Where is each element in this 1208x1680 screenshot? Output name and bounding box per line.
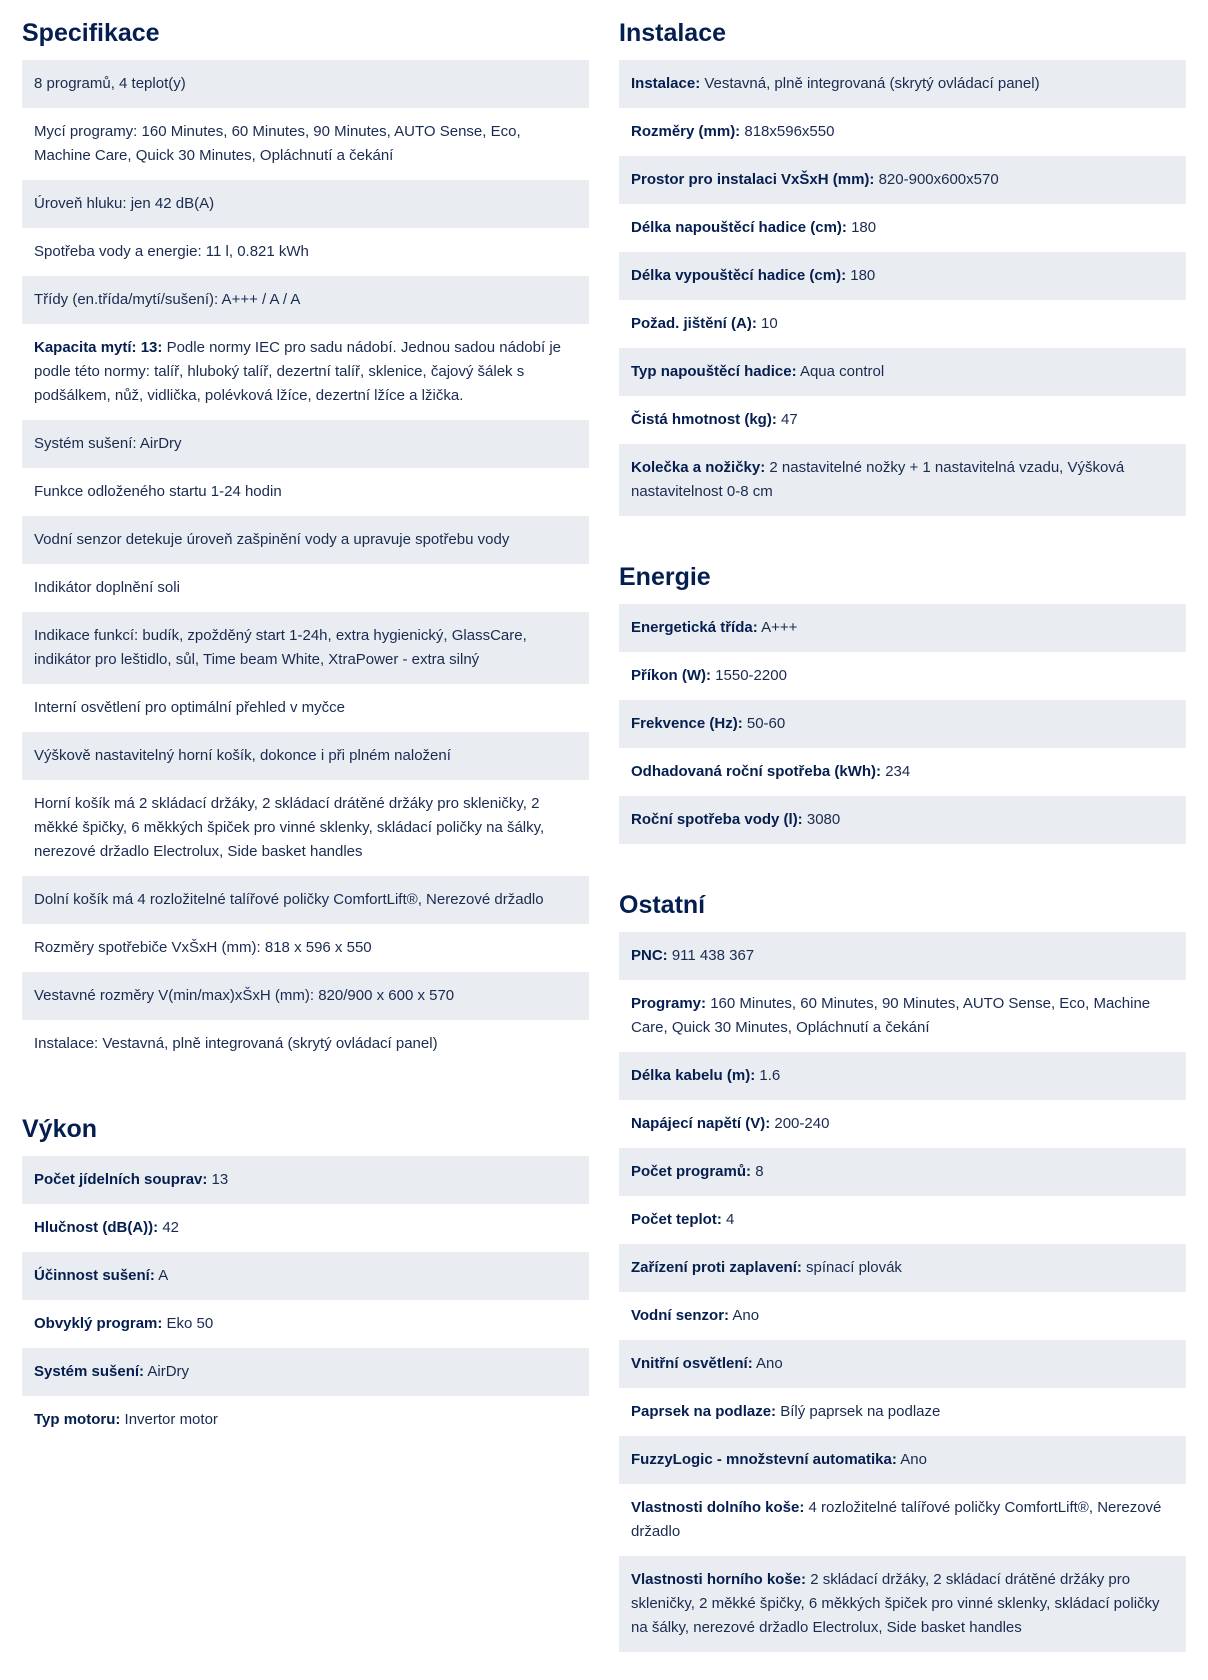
section-instalace	[619, 0, 1186, 516]
spec-label: Energetická třída:	[631, 619, 758, 636]
spec-label: PNC:	[631, 947, 668, 964]
section-vykon	[22, 1096, 589, 1444]
spec-list	[22, 1156, 589, 1444]
spec-row	[619, 652, 1186, 700]
spec-label: FuzzyLogic - množstevní automatika:	[631, 1451, 897, 1468]
spec-row	[22, 60, 589, 108]
spec-label: Délka vypouštěcí hadice (cm):	[631, 267, 847, 284]
spec-row	[619, 1484, 1186, 1556]
spec-row	[619, 748, 1186, 796]
spec-label: Vlastnosti horního koše:	[631, 1571, 807, 1588]
spec-value: 42	[162, 1219, 179, 1236]
spec-value: 3080	[806, 811, 841, 828]
spec-value: 47	[781, 411, 798, 428]
section-title: Ostatní	[619, 891, 706, 919]
section-title: Energie	[619, 563, 711, 591]
section-specifikace	[22, 0, 589, 1068]
spec-row	[619, 60, 1186, 108]
spec-row	[22, 108, 589, 180]
spec-row	[619, 204, 1186, 252]
spec-row	[619, 1052, 1186, 1100]
spec-label: Rozměry (mm):	[631, 123, 741, 140]
spec-text: Třídy (en.třída/mytí/sušení): A+++ / A / A	[34, 291, 301, 308]
spec-text: Vodní senzor detekuje úroveň zašpinění vody a upravuje spotřebu vody	[34, 531, 510, 548]
spec-label: Typ napouštěcí hadice:	[631, 363, 797, 380]
spec-text: Indikátor doplnění soli	[34, 579, 180, 596]
spec-label: Čistá hmotnost (kg):	[631, 411, 777, 428]
spec-row	[22, 420, 589, 468]
spec-label: Počet teplot:	[631, 1211, 722, 1228]
spec-text: Mycí programy: 160 Minutes, 60 Minutes, 90 Minutes, AUTO Sense, Eco, Machine Care, Quick 30 Minutes, Opláchnutí a čekání	[34, 123, 521, 164]
spec-row	[619, 348, 1186, 396]
spec-text: Spotřeba vody a energie: 11 l, 0.821 kWh	[34, 243, 309, 260]
spec-row	[22, 1156, 589, 1204]
spec-label: Počet jídelních souprav:	[34, 1171, 208, 1188]
spec-label: Instalace:	[631, 75, 701, 92]
section-energie	[619, 544, 1186, 844]
spec-label: Příkon (W):	[631, 667, 711, 684]
spec-row	[22, 1204, 589, 1252]
spec-label: Délka kabelu (m):	[631, 1067, 756, 1084]
spec-value: 180	[851, 219, 877, 236]
spec-label: Požad. jištění (A):	[631, 315, 757, 332]
spec-value: Podle normy IEC pro sadu nádobí. Jednou sadou nádobí je podle této normy: talíř, hluboký talíř, dezertní talíř, sklenice, čajový šálek s podšálkem, nůž, vidlička, polévková lžíce, dezertní lžíce a lžička.	[34, 339, 562, 404]
spec-value: 160 Minutes, 60 Minutes, 90 Minutes, AUTO Sense, Eco, Machine Care, Quick 30 Minutes, Opláchnutí a čekání	[631, 995, 1151, 1036]
spec-row	[619, 604, 1186, 652]
spec-label: Zařízení proti zaplavení:	[631, 1259, 802, 1276]
right-column	[619, 0, 1186, 1680]
spec-label: Systém sušení:	[34, 1363, 145, 1380]
spec-row	[22, 468, 589, 516]
spec-label: Kapacita mytí: 13:	[34, 339, 163, 356]
spec-value: 820-900x600x570	[878, 171, 999, 188]
spec-text: Interní osvětlení pro optimální přehled v myčce	[34, 699, 345, 716]
spec-value: 13	[211, 1171, 229, 1188]
spec-value: Aqua control	[799, 363, 885, 380]
spec-row	[619, 156, 1186, 204]
spec-text: Indikace funkcí: budík, zpožděný start 1-24h, extra hygienický, GlassCare, indikátor pro leštidlo, sůl, Time beam White, XtraPower - extra silný	[34, 627, 527, 668]
spec-value: 2 nastavitelné nožky + 1 nastavitelná vzadu, Výšková nastavitelnost 0-8 cm	[631, 459, 1125, 500]
spec-row	[619, 700, 1186, 748]
spec-label: Frekvence (Hz):	[631, 715, 743, 732]
spec-label: Paprsek na podlaze:	[631, 1403, 777, 1420]
spec-row	[22, 612, 589, 684]
spec-text: Rozměry spotřebiče VxŠxH (mm): 818 x 596 x 550	[34, 939, 372, 956]
spec-value: Ano	[732, 1307, 760, 1324]
spec-value: 911 438 367	[671, 947, 755, 964]
spec-row	[22, 924, 589, 972]
spec-row	[619, 1148, 1186, 1196]
spec-row	[619, 1436, 1186, 1484]
spec-row	[22, 180, 589, 228]
spec-text: Horní košík má 2 skládací držáky, 2 skládací drátěné držáky pro skleničky, 2 měkké špičky, 6 měkkých špiček pro vinné sklenky, skládací poličky na šálky, nerezové držadlo Electrolux, Side basket handles	[34, 795, 545, 860]
section-title: Specifikace	[22, 19, 160, 47]
spec-text: Funkce odloženého startu 1-24 hodin	[34, 483, 282, 500]
spec-row	[22, 228, 589, 276]
spec-value: spínací plovák	[806, 1259, 902, 1276]
spec-value: Bílý paprsek na podlaze	[780, 1403, 941, 1420]
spec-label: Hlučnost (dB(A)):	[34, 1219, 159, 1236]
spec-label: Počet programů:	[631, 1163, 752, 1180]
spec-row	[22, 1020, 589, 1068]
spec-list	[619, 60, 1186, 516]
spec-row	[619, 300, 1186, 348]
spec-text: Úroveň hluku: jen 42 dB(A)	[34, 195, 215, 212]
spec-value: 4 rozložitelné talířové poličky ComfortLift®, Nerezové držadlo	[631, 1499, 1162, 1540]
spec-value: Eko 50	[166, 1315, 214, 1332]
spec-row	[619, 1100, 1186, 1148]
spec-row	[22, 1348, 589, 1396]
spec-value: Vestavná, plně integrovaná (skrytý ovládací panel)	[704, 75, 1040, 92]
spec-row	[619, 444, 1186, 516]
spec-row	[22, 1252, 589, 1300]
spec-value: Ano	[756, 1355, 783, 1372]
spec-label: Obvyklý program:	[34, 1315, 163, 1332]
spec-row	[619, 796, 1186, 844]
spec-row	[22, 276, 589, 324]
spec-row	[619, 1196, 1186, 1244]
spec-row	[22, 972, 589, 1020]
spec-list	[619, 604, 1186, 844]
spec-row	[619, 1244, 1186, 1292]
spec-row	[22, 732, 589, 780]
spec-row	[619, 1340, 1186, 1388]
spec-label: Délka napouštěcí hadice (cm):	[631, 219, 847, 236]
spec-row	[619, 252, 1186, 300]
spec-row	[619, 1388, 1186, 1436]
spec-value: 50-60	[746, 715, 786, 732]
spec-row	[619, 1292, 1186, 1340]
spec-value: Invertor motor	[124, 1411, 218, 1428]
spec-row	[22, 780, 589, 876]
spec-label: Vlastnosti dolního koše:	[631, 1499, 805, 1516]
spec-list	[619, 932, 1186, 1652]
spec-value: 2 skládací držáky, 2 skládací drátěné držáky pro skleničky, 2 měkké špičky, 6 měkkých špiček pro vinné sklenky, skládací poličky na šálky, nerezové držadlo Electrolux, Side basket handles	[631, 1571, 1160, 1636]
spec-value: 200-240	[774, 1115, 830, 1132]
spec-label: Prostor pro instalaci VxŠxH (mm):	[631, 171, 875, 188]
spec-row	[619, 1556, 1186, 1652]
spec-row	[22, 516, 589, 564]
spec-text: 8 programů, 4 teplot(y)	[34, 75, 186, 92]
spec-value: 8	[755, 1163, 764, 1180]
spec-label: Napájecí napětí (V):	[631, 1115, 771, 1132]
spec-value: A+++	[761, 619, 798, 636]
spec-value: Ano	[900, 1451, 927, 1468]
spec-label: Vnitřní osvětlení:	[631, 1355, 753, 1372]
spec-value: 818x596x550	[744, 123, 835, 140]
spec-row	[22, 564, 589, 612]
spec-text: Instalace: Vestavná, plně integrovaná (skrytý ovládací panel)	[34, 1035, 438, 1052]
spec-list	[22, 60, 589, 1068]
left-column	[22, 0, 589, 1472]
spec-text: Systém sušení: AirDry	[34, 435, 182, 452]
spec-text: Výškově nastavitelný horní košík, dokonce i při plném naložení	[34, 747, 451, 764]
spec-value: 1.6	[759, 1067, 781, 1084]
spec-label: Vodní senzor:	[631, 1307, 730, 1324]
spec-row	[22, 324, 589, 420]
spec-label: Účinnost sušení:	[34, 1267, 155, 1284]
spec-row	[22, 1300, 589, 1348]
spec-text: Dolní košík má 4 rozložitelné talířové poličky ComfortLift®, Nerezové držadlo	[34, 891, 544, 908]
spec-value: 180	[850, 267, 876, 284]
spec-row	[619, 396, 1186, 444]
spec-label: Odhadovaná roční spotřeba (kWh):	[631, 763, 882, 780]
spec-text: Vestavné rozměry V(min/max)xŠxH (mm): 820/900 x 600 x 570	[34, 987, 455, 1004]
spec-value: 234	[885, 763, 911, 780]
spec-value: A	[158, 1267, 169, 1284]
spec-row	[619, 108, 1186, 156]
spec-value: 10	[761, 315, 778, 332]
spec-row	[22, 684, 589, 732]
section-title: Instalace	[619, 19, 727, 47]
spec-row	[22, 876, 589, 924]
spec-value: 4	[726, 1211, 735, 1228]
spec-label: Roční spotřeba vody (l):	[631, 811, 803, 828]
spec-label: Typ motoru:	[34, 1411, 121, 1428]
spec-row	[619, 980, 1186, 1052]
spec-value: AirDry	[147, 1363, 190, 1380]
spec-row	[619, 932, 1186, 980]
spec-row	[22, 1396, 589, 1444]
spec-value: 1550-2200	[715, 667, 787, 684]
section-title: Výkon	[22, 1115, 98, 1143]
section-ostatni	[619, 872, 1186, 1652]
spec-label: Kolečka a nožičky:	[631, 459, 766, 476]
spec-label: Programy:	[631, 995, 707, 1012]
